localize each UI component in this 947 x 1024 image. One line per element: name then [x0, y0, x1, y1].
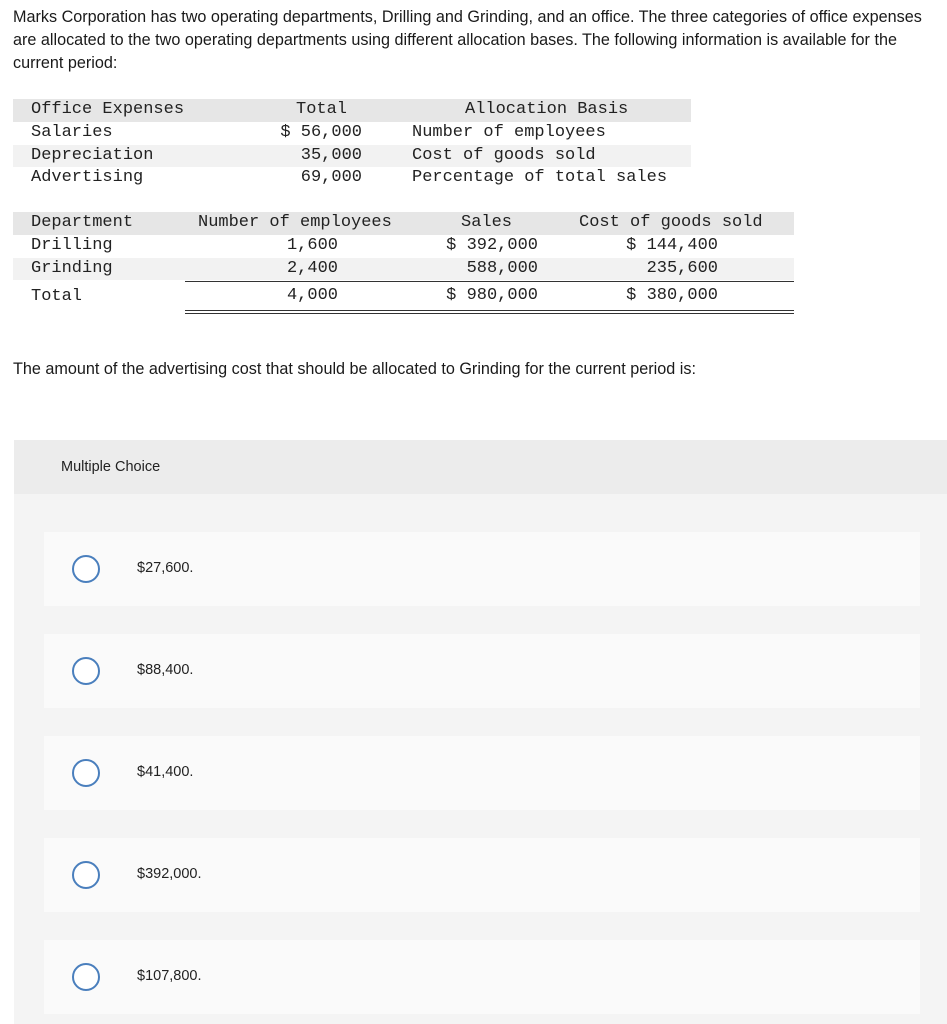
table2-row-employees: 2,400	[286, 259, 338, 278]
table2-row-employees: 4,000	[286, 286, 338, 305]
multiple-choice-label: Multiple Choice	[61, 459, 161, 475]
answer-option[interactable]	[44, 940, 920, 1014]
table1-row-total: 35,000	[300, 146, 362, 165]
table2-row-dept: Total	[31, 287, 83, 306]
answer-option[interactable]	[44, 634, 920, 708]
radio-button-icon[interactable]	[72, 657, 100, 685]
table1-row-expense: Advertising	[31, 168, 144, 187]
radio-button-icon[interactable]	[72, 963, 100, 991]
radio-button-icon[interactable]	[72, 759, 100, 787]
table1-row-basis: Number of employees	[412, 123, 606, 142]
table1-row-basis: Cost of goods sold	[412, 146, 596, 165]
table2-row-sales: 588,000	[466, 259, 538, 278]
table2-row-sales: $ 392,000	[446, 236, 538, 255]
table2-row-dept: Drilling	[31, 236, 113, 255]
answer-option[interactable]	[44, 736, 920, 810]
table2-row-cogs: $ 144,400	[626, 236, 718, 255]
multiple-choice-panel	[14, 440, 947, 1024]
answer-option[interactable]	[44, 838, 920, 912]
radio-button-icon[interactable]	[72, 861, 100, 889]
total-double-rule-bottom	[185, 313, 794, 314]
table2-row-employees: 1,600	[286, 236, 338, 255]
question-text: The amount of the advertising cost that should be allocated to Grinding for the current period is:	[13, 360, 696, 378]
table1-row-total: 69,000	[300, 168, 362, 187]
subtotal-rule	[185, 281, 794, 282]
answer-option-label: $41,400.	[137, 764, 194, 780]
table1-header-basis: Allocation Basis	[465, 100, 629, 119]
table1-row-expense: Salaries	[31, 123, 113, 142]
answer-option[interactable]	[44, 532, 920, 606]
table1-header-total: Total	[296, 100, 348, 119]
answer-option-label: $107,800.	[137, 968, 202, 984]
problem-intro: Marks Corporation has two operating departments, Drilling and Grinding, and an office. The three categories of office expenses are allocated to the two operating departments using different allocation bases. The following information is available for the current period:	[13, 8, 922, 72]
answer-option-label: $392,000.	[137, 866, 202, 882]
table2-row-sales: $ 980,000	[446, 286, 538, 305]
radio-button-icon[interactable]	[72, 555, 100, 583]
table2-header-sales: Sales	[461, 213, 513, 232]
table2-header-cogs: Cost of goods sold	[579, 213, 763, 232]
table2-header-department: Department	[31, 213, 134, 232]
table1-header-expenses: Office Expenses	[31, 100, 185, 119]
table2-row-dept: Grinding	[31, 259, 113, 278]
answer-option-label: $27,600.	[137, 560, 194, 576]
multiple-choice-header	[14, 440, 947, 494]
table1-row-total: $ 56,000	[280, 123, 362, 142]
table1-row-basis: Percentage of total sales	[412, 168, 668, 187]
table2-header-employees: Number of employees	[198, 213, 392, 232]
table2-row-cogs: 235,600	[646, 259, 718, 278]
total-double-rule-top	[185, 310, 794, 311]
answer-option-label: $88,400.	[137, 662, 194, 678]
table1-row-expense: Depreciation	[31, 146, 154, 165]
table2-row-cogs: $ 380,000	[626, 286, 718, 305]
